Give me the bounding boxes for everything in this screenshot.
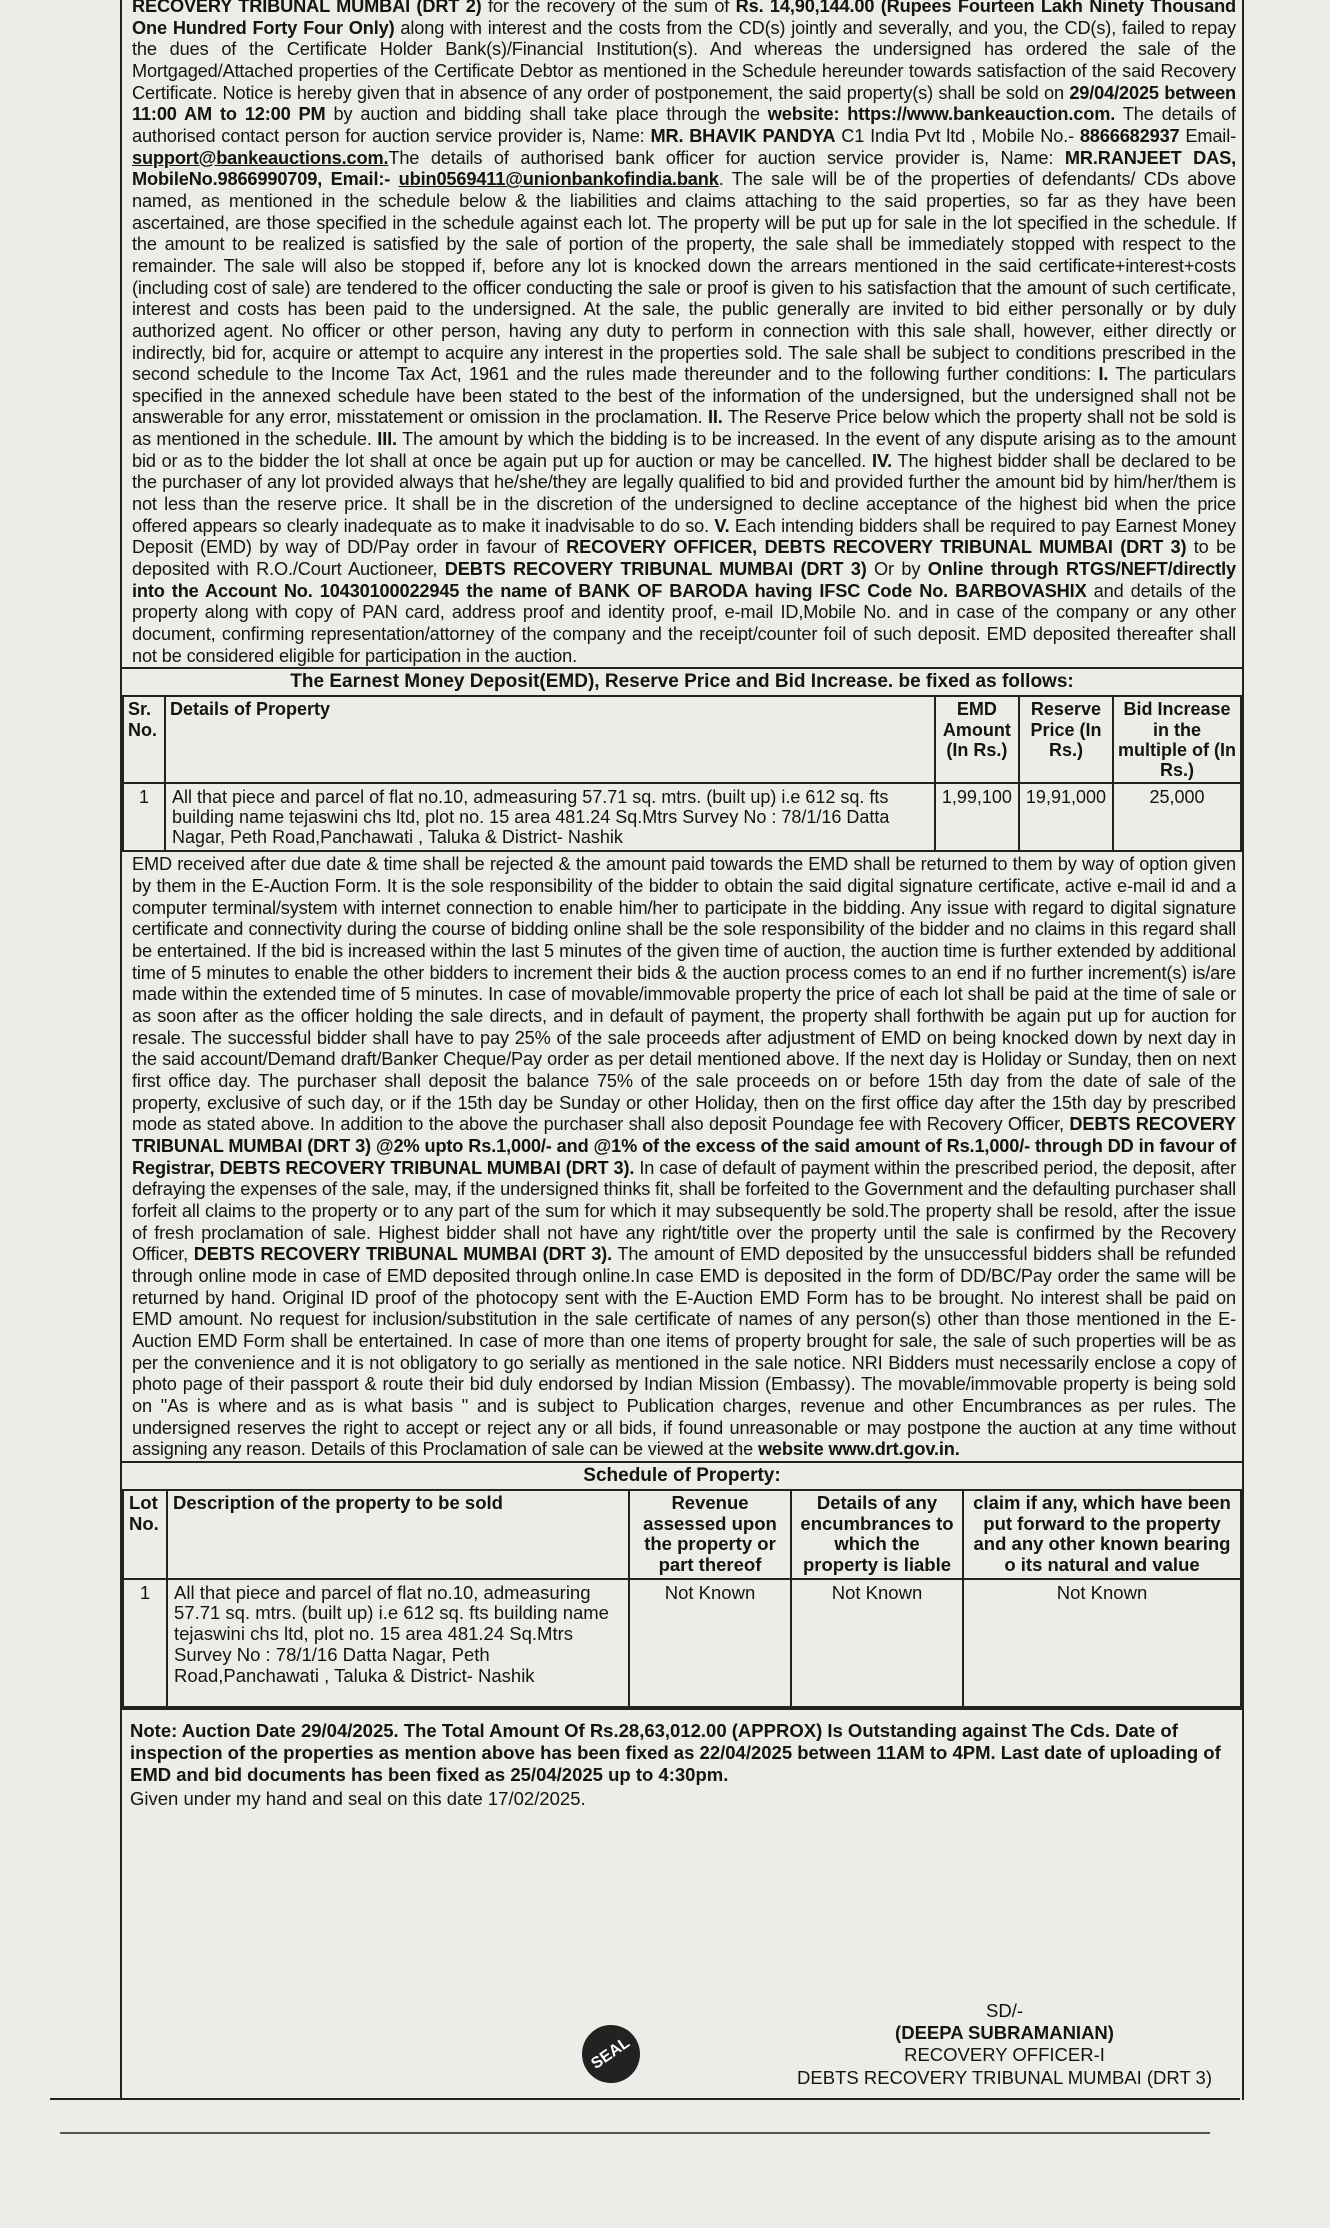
account-details: Online through RTGS/NEFT/directly into the Account No. 10430100022945 the name of BANK OF BARODA having IFSC Code No. BARBOVASHIX [132, 559, 1236, 601]
sale-proclamation-notice [120, 0, 1244, 2100]
seal-stamp: SEAL [571, 2014, 652, 2095]
text-run: Each intending bidders shall be required to pay Earnest Money Deposit (EMD) by way of DD/Pay order in favour of [132, 515, 1236, 558]
emd-table [122, 695, 1242, 852]
condition-1-marker: I. [1098, 364, 1109, 385]
drt2-heading: RECOVERY TRIBUNAL MUMBAI (DRT 2) [132, 0, 482, 16]
condition-4-marker: IV. [871, 450, 893, 471]
text-run: The amount of EMD deposited by the unsuccessful bidders shall be refunded through online mode in case of EMD deposited through online.In case EMD is deposited in the form of DD/BC/Pay order the same will be returned by hand. Original ID proof of the photocopy sent with the E-Auction EMD Form has to be brought. No interest shall be paid on EMD amount. No request for inclusion/substitution in the sale certificate of names of any person(s) other than those mentioned in the E-Auction EMD Form shall be entertained. In case of more than one items of property brought for sale, the sale of such properties will be as per the convenience and it is not obligatory to go serially as mentioned in the sale notice. NRI Bidders must necessarily enclose a copy of photo page of their passport & route their bid duly endorsed by Indian Mission (Embassy). The movable/immovable property is being sold on "As is where and as is what basis " and is subject to Publication charges, revenue and other Encumbrances as per rules. The undersigned reserves the right to accept or reject any or all bids, if found unreasonable or may postpone the auction at any time without assigning any reason. Details of this Proclamation of sale can be viewed at the [132, 1244, 1237, 1460]
cell-revenue: Not Known [629, 1579, 791, 1707]
text-run: for the recovery of the sum of [481, 0, 736, 16]
table-row [123, 783, 1241, 851]
bank-email-link[interactable]: ubin0569411@unionbankofindia.bank [398, 169, 719, 190]
table-row [123, 1579, 1241, 1707]
drt3-name: DEBTS RECOVERY TRIBUNAL MUMBAI (DRT 3). [193, 1244, 612, 1265]
cell-property-details: All that piece and parcel of flat no.10, admeasuring 57.71 sq. mtrs. (built up) i.e 612 sq. fts building name tejaswini chs ltd, plot no. 15 area 481.24 Sq.Mtrs Survey No : 78/1/16 Datta Nagar, Peth Road,Panchawati , Taluka & District- Nashik [165, 783, 935, 851]
recovery-amount: Rs. 14,90,144.00 (Rupees Fourteen Lakh Ninety Thousand One Hundred Forty Four Only) [132, 0, 1236, 38]
auction-note: Note: Auction Date 29/04/2025. The Total Amount Of Rs.28,63,012.00 (APPROX) Is Outstanding against The Cds. Date of inspection of the properties as mention above has been fixed as 22/04/2025 between 11AM to 4PM. Last date of uploading of EMD and bid documents has been fixed as 25/04/2025 up to 4:30pm. [122, 1708, 1242, 1787]
signatory-org: DEBTS RECOVERY TRIBUNAL MUMBAI (DRT 3) [797, 2066, 1212, 2088]
contact-name: MR. BHAVIK PANDYA [650, 125, 836, 146]
col-emd: EMD Amount (In Rs.) [935, 696, 1019, 783]
terms-paragraph [122, 0, 1242, 667]
col-encumbrances: Details of any encumbrances to which the property is liable [791, 1490, 963, 1579]
cell-description: All that piece and parcel of flat no.10, admeasuring 57.71 sq. mtrs. (built up) i.e 612 sq. fts building name tejaswini chs ltd, plot no. 15 area 481.24 Sq.Mtrs Survey No : 78/1/16 Datta Nagar, Peth Road,Panchawati , Taluka & District- Nashik [167, 1579, 629, 1707]
col-sr-no: Sr. No. [123, 696, 165, 783]
drt3-name: DEBTS RECOVERY TRIBUNAL MUMBAI (DRT 3) [444, 559, 867, 580]
bottom-rule [50, 2098, 1240, 2100]
col-details: Details of Property [165, 696, 935, 783]
auction-date: 29/04/2025 between 11:00 AM to 12:00 PM [132, 82, 1236, 125]
text-run: EMD received after due date & time shall be rejected & the amount paid towards the EMD shall be returned to them by way of option given by them in the E-Auction Form. It is the sole responsibility of the bidder to obtain the said digital signature certificate, active e-mail id and a computer terminal/system with internet connection to enable him/her to participate in the bidding. Any issue with regard to digital signature certificate and connectivity during the course of bidding online shall be the sole responsibility of the bidder and no claims in this regard shall be entertained. If the bid is increased within the last 5 minutes of the given time of auction, the auction time is further extended by additional time of 5 minutes to enable the other bidders to increment their bids & the auction process comes to an end if no further increment(s) is/are made within the extended time of 5 minutes. In case of movable/immovable property the price of each lot shall be paid at the time of sale or as soon after as the officer holding the sale directs, and in default of payment, the property shall forthwith be again put up for auction for resale. The successful bidder shall have to pay 25% of the sale proceeds after adjustment of EMD on being knocked down by next day in the said account/Demand draft/Banker Cheque/Pay order as per detail mentioned above. If the next day is Holiday or Sunday, then on next first office day. The purchaser shall deposit the balance 75% of the sale proceeds on or before 15th day from the date of sale of the property, exclusive of such day, or if the 15th day be Sunday or other Holiday, then on the first office day after the 15th day by prescribed mode as stated above. In addition to the above the purchaser shall also deposit Poundage fee with Recovery Officer, [132, 854, 1236, 1135]
condition-2-marker: II. [707, 407, 723, 428]
cell-bid-increase: 25,000 [1113, 783, 1241, 851]
drt-website-link[interactable]: website www.drt.gov.in. [757, 1439, 960, 1460]
text-run: C1 India Pvt ltd , Mobile No.- [835, 125, 1080, 146]
dd-favour: RECOVERY OFFICER, DEBTS RECOVERY TRIBUNAL MUMBAI (DRT 3) [566, 537, 1187, 558]
text-run: The amount by which the bidding is to be increased. In the event of any dispute arising as to the amount bid or as to the bidder the lot shall at once be again put up for auction or may be cancelled. [132, 429, 1236, 471]
schedule-caption: Schedule of Property: [122, 1461, 1242, 1489]
cell-emd-amount: 1,99,100 [935, 783, 1019, 851]
contact-mobile: 8866682937 [1079, 125, 1180, 146]
col-bid-increase: Bid Increase in the multiple of (In Rs.) [1113, 696, 1241, 783]
text-run: The details of authorised bank officer for auction service provider is, Name: [388, 147, 1065, 168]
text-run: Email- [1179, 125, 1236, 146]
text-run: . The sale will be of the properties of defendants/ CDs above named, as mentioned in the schedule below & the liabilities and claims attaching to the said properties, so far as they have been ascertained, are those specified in the schedule against each lot. The property will be put up for sale in the lot specified in the schedule. If the amount to be realized is satisfied by the sale of portion of the property, the sale shall be immediately stopped with respect to the remainder. The sale will also be stopped if, before any lot is knocked down the arrears mentioned in the said certificate+interest+costs (including cost of sale) are tendered to the officer conducting the sale or proof is given to his satisfaction that the amount of such certificate, interest and costs has been paid to the undersigned. At the sale, the public generally are invited to bid either personally or by duly authorized agent. No officer or other person, having any duty to perform in connection with this sale shall, however, either directly or indirectly, bid for, acquire or attempt to acquire any interest in the properties sold. The sale shall be subject to conditions prescribed in the second schedule to the Income Tax Act, 1961 and the rules made thereunder and to the following further conditions: [132, 169, 1237, 385]
text-run: and details of the property along with copy of PAN card, address proof and identity proof, e-mail ID,Mobile No. and in case of the company or any other document, confirming representation/attorney of the company and the receipt/counter foil of such deposit. EMD deposited thereafter shall not be considered eligible for participation in the auction. [132, 580, 1237, 666]
given-under-hand: Given under my hand and seal on this date 17/02/2025. [130, 1788, 586, 1810]
poundage-fee: DEBTS RECOVERY TRIBUNAL MUMBAI (DRT 3) @2% upto Rs.1,000/- and @1% of the excess of the said amount of Rs.1,000/- through DD in favour of Registrar, DEBTS RECOVERY TRIBUNAL MUMBAI (DRT 3). [132, 1114, 1236, 1178]
schedule-table [122, 1489, 1242, 1708]
signature-sd: SD/- [986, 2000, 1024, 2021]
signatory-title: RECOVERY OFFICER-I [904, 2044, 1105, 2066]
signature-block [797, 2000, 1212, 2089]
condition-5-marker: V. [714, 515, 730, 536]
emd-header-row [123, 696, 1241, 783]
text-run: Or by [866, 559, 928, 580]
bank-officer-name: MR.RANJEET DAS, MobileNo.9866990709, Email:- [132, 147, 1236, 190]
newspaper-page [120, 0, 1240, 2100]
col-revenue: Revenue assessed upon the property or part thereof [629, 1490, 791, 1579]
text-run: The details of authorised contact person for auction service provider is, Name: [132, 104, 1236, 146]
text-run: to be deposited with R.O./Court Auctioneer, [132, 537, 1236, 580]
page-rule [60, 2132, 1210, 2134]
cell-reserve-price: 19,91,000 [1019, 783, 1113, 851]
col-claims: claim if any, which have been put forward to the property and any other known bearing o its natural and value [963, 1490, 1241, 1579]
signatory-name: (DEEPA SUBRAMANIAN) [895, 2022, 1114, 2044]
schedule-header-row [123, 1490, 1241, 1579]
col-description: Description of the property to be sold [167, 1490, 629, 1579]
text-run: along with interest and the costs from the CD(s) jointly and severally, and you, the CD(s), failed to repay the dues of the Certificate Holder Bank(s)/Financial Institution(s). And whereas the undersigned has ordered the sale of the Mortgaged/Attached properties of the Certificate Debtor as mentioned in the Schedule hereunder towards satisfaction of the said Recovery Certificate. Notice is hereby given that in absence of any order of postponement, the said property(s) shall be sold on [132, 17, 1236, 103]
text-run: In case of default of payment within the prescribed period, the deposit, after defraying the expenses of the sale, may, if the undersigned thinks fit, shall be forfeited to the Government and the defaulting purchaser shall forfeit all claims to the property or to any part of the sum for which it may subsequently be sold.The property shall be resold, after the issue of fresh proclamation of sale. Highest bidder shall not have any right/title over the property until the sale is confirmed by the Recovery Officer, [132, 1157, 1237, 1265]
cell-encumbrances: Not Known [791, 1579, 963, 1707]
text-run: The highest bidder shall be declared to be the purchaser of any lot provided always that he/she/they are legally qualified to bid and provided further the amount bid by him/her/them is not less than the reserve price. It shall be in the discretion of the undersigned to decline acceptance of the highest bid when the price offered appears so clearly inadequate as to make it inadvisable to do so. [132, 450, 1236, 536]
condition-3-marker: III. [377, 429, 397, 450]
emd-terms-paragraph [122, 852, 1242, 1460]
cell-lot: 1 [123, 1579, 167, 1707]
cell-claims: Not Known [963, 1579, 1241, 1707]
cell-sr: 1 [123, 783, 165, 851]
website-link[interactable]: website: https://www.bankeauction.com. [767, 104, 1116, 125]
emd-table-caption: The Earnest Money Deposit(EMD), Reserve Price and Bid Increase. be fixed as follows: [122, 667, 1242, 695]
text-run: The particulars specified in the annexed schedule have been stated to the best of the information of the undersigned, but the undersigned shall not be answerable for any error, misstatement or omission in the proclamation. [132, 364, 1236, 428]
text-run: The Reserve Price below which the property shall not be sold is as mentioned in the schedule. [132, 407, 1236, 450]
col-lot-no: Lot No. [123, 1490, 167, 1579]
col-reserve: Reserve Price (In Rs.) [1019, 696, 1113, 783]
text-run: by auction and bidding shall take place through the [325, 104, 768, 125]
support-email-link[interactable]: support@bankeauctions.com. [132, 147, 389, 168]
